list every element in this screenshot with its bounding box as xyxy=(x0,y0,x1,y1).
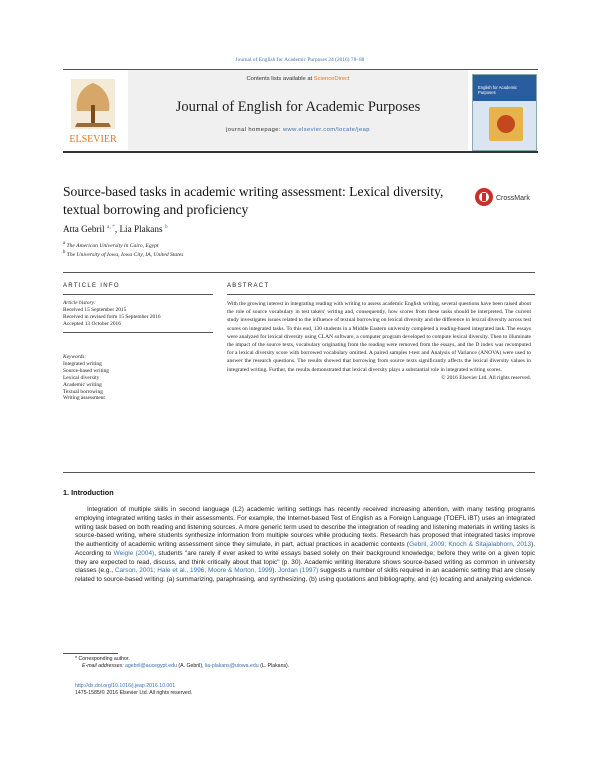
journal-title: Journal of English for Academic Purposes xyxy=(175,99,421,115)
homepage-link[interactable]: www.elsevier.com/locate/jeap xyxy=(282,127,370,133)
keyword: Academic writing xyxy=(63,381,102,388)
journal-reference[interactable]: Journal of English for Academic Purposes 24 (2016) 78–88 xyxy=(235,57,365,63)
doi-link[interactable]: http://dx.doi.org/10.1016/j.jeap.2016.10.001 xyxy=(75,683,176,689)
keywords-label: Keywords: xyxy=(63,354,87,360)
crossmark-label: CrossMark xyxy=(496,195,530,202)
elsevier-logo xyxy=(63,75,123,147)
cover-title: English for Academic Purposes xyxy=(478,85,518,95)
divider xyxy=(63,272,535,273)
sciencedirect-link[interactable]: ScienceDirect xyxy=(313,76,350,82)
affiliation: $^a$ The American University in Cairo, Egypt xyxy=(63,241,159,249)
divider xyxy=(63,294,213,295)
elsevier-wordmark: ELSEVIER xyxy=(69,134,117,145)
keyword: Source-based writing xyxy=(63,367,109,374)
header-center xyxy=(128,70,468,150)
author-name[interactable]: Atta Gebril xyxy=(63,224,105,235)
divider xyxy=(63,332,213,333)
abstract xyxy=(227,300,531,382)
contents-line xyxy=(128,76,468,82)
history-entry: Received in revised form 15 September 2016 xyxy=(63,313,161,320)
contents-prefix: Contents lists available at xyxy=(246,76,314,82)
footnote-divider xyxy=(63,653,118,654)
corresponding-author: * Corresponding author. xyxy=(75,656,130,662)
author-list: Atta Gebril $^{a, *}$, Lia Plakans $^b$ xyxy=(63,224,168,235)
author-name[interactable]: Lia Plakans xyxy=(119,224,163,235)
email-addresses: E-mail addresses: agebril@aucegypt.edu (A. Gebril), lia-plakans@uiowa.edu (L. Plakans). xyxy=(82,663,290,669)
section-heading: 1. Introduction xyxy=(63,488,114,497)
abstract-text: With the growing interest in integrating reading with writing to assess academic English writing, several questions have been raised about the role of source vocabulary in test takers' writing and, consequently, how scores from these tasks should be interpreted. The current study investigates issues related to the influence of textual borrowing on lexical diversity and the difference in lexical diversity across test scores on integrated tasks. To this end, 130 students in a Middle Eastern university completed a reading-based integrated task. The essays were analyzed for lexical diversity using CLAN software, a computer program developed to compute lexical diversity. Then to illuminate the impact of the source texts, vocabulary originating from the reading were removed from the essays, and the D index was recomputed for a lexical diversity score with borrowed vocabulary omitted. A paired samples t-test and Analysis of Variance (ANOVA) were used to answer the research questions. The results showed that borrowing from source texts significantly affects the lexical diversity values in integrated writing. Further, the results demonstrated that lexical diversity plays a substantial role in integrated writing scores. xyxy=(227,301,531,373)
abstract-heading: ABSTRACT xyxy=(227,283,270,289)
article-history xyxy=(63,300,213,328)
homepage-label: journal homepage: xyxy=(226,127,283,133)
email-link[interactable]: agebril@aucegypt.edu xyxy=(124,663,177,669)
history-entry: Accepted 13 October 2016 xyxy=(63,320,121,327)
journal-homepage xyxy=(128,127,468,133)
history-entry: Received 15 September 2015 xyxy=(63,306,127,313)
article-info-heading: ARTICLE INFO xyxy=(63,283,120,289)
citation-link[interactable]: Gebril, 2009; Knoch & Sitajalabhorn, 2013 xyxy=(409,541,532,548)
affiliation: $^b$ The University of Iowa, Iowa City, IA, United States xyxy=(63,250,184,258)
issn-line: 1475-1585/© 2016 Elsevier Ltd. All rights reserved. xyxy=(75,690,193,696)
citation-link[interactable]: Weigle (2004) xyxy=(113,549,155,557)
article-title: Source-based tasks in academic writing assessment: Lexical diversity, textual borrowing and proficiency xyxy=(63,184,444,217)
copyright: © 2016 Elsevier Ltd. All rights reserved. xyxy=(441,374,531,381)
keyword: Writing assessment xyxy=(63,395,105,402)
citation-link[interactable]: Carson, 2001; Hale et al., 1996; Moore & Morton, 1999 xyxy=(114,567,273,575)
journal-header xyxy=(63,69,538,153)
divider xyxy=(63,472,535,473)
author-marks[interactable]: a, * xyxy=(106,224,115,230)
email-link[interactable]: lia-plakans@uiowa.edu xyxy=(204,663,259,669)
history-label: Article history: xyxy=(63,300,96,306)
crossmark-badge[interactable] xyxy=(474,186,536,208)
keywords xyxy=(63,354,213,402)
keyword: Integrated writing xyxy=(63,360,102,367)
introduction-paragraph: Integration of multiple skills in second language (L2) academic writing settings has recently received increasing attention, with many testing programs employing integrated writing tasks in their assessments. For example, the Internet-based Test of English as a Foreign Language (TOEFL iBT) uses an integrated writing task based on both reading and listening sources. A more generic term used to describe the integration of reading and listening materials in writing tasks is source-based writing, where students synthesize information from multiple sources while producing texts. Research has proposed that integrated tasks improve the authenticity of academic writing assessment since they simulate, in part, actual practices in academic contexts (Gebril, 2009; Knoch & Sitajalabhorn, 2013). According to Weigle (2004), students "are rarely if ever asked to write essays based solely on their background knowledge; before they write on a given topic they are expected to read, discuss, and think critically about that topic" (p. 30). Academic writing literature shows source-based writing as common in university classes (e.g., Carson, 2001; Hale et al., 1996; Moore & Morton, 1999). Jordan (1997) suggests a number of skills required in an academic setting that are closely related to source-based writing: (a) summarizing, paraphrasing, and synthesizing, (b) using quotations and bibliography, and (c) locating and analyzing evidence. xyxy=(75,506,535,583)
citation-link[interactable]: Jordan (1997) xyxy=(278,567,319,575)
divider xyxy=(227,294,535,295)
author-marks[interactable]: b xyxy=(164,224,168,230)
journal-cover-thumbnail xyxy=(472,74,537,151)
keyword: Lexical diversity xyxy=(63,374,100,381)
keyword: Textual borrowing xyxy=(63,388,103,395)
